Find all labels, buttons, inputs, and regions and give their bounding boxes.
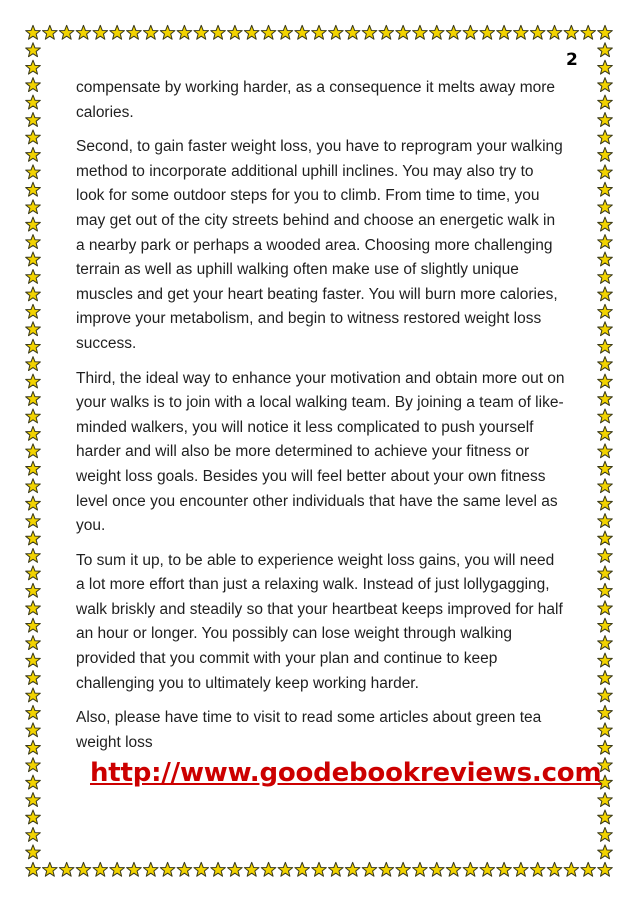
star-icon [345,25,360,39]
star-icon [160,25,175,39]
star-icon [598,269,613,283]
star-icon [160,862,175,876]
star-icon [329,25,344,39]
star-icon [598,496,613,510]
star-icon [429,25,444,39]
star-icon [598,322,613,336]
star-icon [598,252,613,266]
star-icon [26,322,41,336]
star-icon [329,862,344,876]
star-icon [598,601,613,615]
star-icon [598,339,613,353]
star-icon [598,793,613,807]
star-icon [530,862,545,876]
star-icon [26,235,41,249]
star-icon [228,862,243,876]
star-icon [598,740,613,754]
star-icon [598,827,613,841]
star-icon [598,235,613,249]
star-icon [26,392,41,406]
star-icon [76,25,91,39]
star-icon [598,165,613,179]
star-icon [26,688,41,702]
star-icon [244,25,259,39]
star-icon [598,374,613,388]
star-icon [26,618,41,632]
star-icon [26,252,41,266]
star-icon [598,182,613,196]
star-icon [598,723,613,737]
star-icon [598,357,613,371]
star-icon [598,60,613,74]
star-icon [26,43,41,57]
star-icon [93,25,108,39]
star-icon [26,304,41,318]
star-icon [261,25,276,39]
star-icon [26,200,41,214]
star-icon [26,426,41,440]
star-icon [598,287,613,301]
star-icon [26,479,41,493]
star-icon [598,43,613,57]
star-icon [446,862,461,876]
star-icon [26,653,41,667]
star-icon [598,688,613,702]
star-icon [26,130,41,144]
star-icon [127,25,142,39]
star-icon [312,862,327,876]
star-icon [194,25,209,39]
star-icon [59,862,74,876]
star-icon [463,25,478,39]
star-icon [26,269,41,283]
star-icon [26,740,41,754]
star-icon [26,705,41,719]
page-number: 2 [566,50,578,70]
star-icon [598,113,613,127]
star-icon [26,862,41,876]
star-icon [598,392,613,406]
star-icon [598,810,613,824]
star-icon [26,147,41,161]
star-icon [598,479,613,493]
star-icon [127,862,142,876]
star-icon [429,862,444,876]
star-icon [413,862,428,876]
star-icon [26,409,41,423]
star-icon [379,862,394,876]
star-icon [598,304,613,318]
star-icon [345,862,360,876]
star-icon [177,25,192,39]
star-icon [26,287,41,301]
star-icon [43,25,58,39]
star-icon [581,25,596,39]
star-icon [26,113,41,127]
star-icon [26,758,41,772]
star-icon [26,339,41,353]
star-icon [26,357,41,371]
star-icon [76,862,91,876]
star-icon [598,78,613,92]
star-icon [26,566,41,580]
paragraph-2: Second, to gain faster weight loss, you have to reprogram your walking method to incorporate additional uphill inclines. You may also try to look for some outdoor steps for you to climb. From time to time, you may get out of the city streets behind and choose an energetic walk in a nearby park or perhaps a wooded area. Choosing more challenging terrain as well as uphill walking often make use of slightly unique muscles and get your heart beating faster. You will burn more calories, improve your metabolism, and begin to witness restored weight loss success. [76,138,563,352]
star-icon [598,514,613,528]
star-icon [362,25,377,39]
star-icon [211,862,226,876]
star-icon [598,862,613,876]
star-icon [598,426,613,440]
star-icon [26,827,41,841]
star-icon [598,705,613,719]
star-icon [480,25,495,39]
star-icon [598,130,613,144]
star-icon [598,444,613,458]
star-icon [598,636,613,650]
article-body [76,76,566,765]
star-icon [480,862,495,876]
star-icon [211,25,226,39]
star-icon [26,444,41,458]
star-icon [26,60,41,74]
star-icon [26,671,41,685]
star-icon [598,845,613,859]
website-link[interactable]: http://www.goodebookreviews.com [90,758,602,788]
star-icon [194,862,209,876]
star-icon [598,409,613,423]
star-icon [177,862,192,876]
star-icon [598,531,613,545]
star-icon [514,862,529,876]
star-icon [26,496,41,510]
star-icon [143,862,158,876]
star-icon [143,25,158,39]
star-icon [26,461,41,475]
star-icon [261,862,276,876]
star-icon [26,810,41,824]
star-icon [26,793,41,807]
star-icon [598,95,613,109]
star-icon [278,25,293,39]
star-icon [295,862,310,876]
star-icon [497,862,512,876]
star-icon [598,25,613,39]
star-icon [26,723,41,737]
star-icon [26,548,41,562]
star-icon [598,217,613,231]
star-icon [598,147,613,161]
star-icon [547,862,562,876]
paragraph-1: compensate by working harder, as a consequence it melts away more calories. [76,79,556,121]
star-icon [93,862,108,876]
star-icon [598,548,613,562]
star-icon [581,862,596,876]
star-icon [295,25,310,39]
star-icon [26,583,41,597]
star-icon [598,200,613,214]
paragraph-4: To sum it up, to be able to experience weight loss gains, you will need a lot more effort than just a relaxing walk. Instead of just lollygagging, walk briskly and steadily so that your heartbeat keeps improved for half an hour or longer. You possibly can lose weight through walking provided that you commit with your plan and continue to keep challenging you to ultimately keep working harder. [76,551,563,692]
star-icon [312,25,327,39]
star-icon [26,636,41,650]
star-icon [26,25,41,39]
star-icon [598,653,613,667]
star-icon [278,862,293,876]
star-icon [26,165,41,179]
star-icon [598,583,613,597]
paragraph-5: Also, please have time to visit to read some articles about green tea weight loss [76,709,542,751]
star-icon [26,95,41,109]
star-icon [497,25,512,39]
star-icon [396,25,411,39]
star-icon [26,531,41,545]
star-icon [59,25,74,39]
star-icon [598,671,613,685]
star-icon [26,78,41,92]
star-icon [26,514,41,528]
star-icon [547,25,562,39]
star-icon [598,618,613,632]
star-icon [598,461,613,475]
star-icon [26,182,41,196]
star-icon [26,374,41,388]
star-icon [379,25,394,39]
star-icon [413,25,428,39]
star-icon [446,25,461,39]
star-icon [514,25,529,39]
star-icon [564,862,579,876]
star-icon [396,862,411,876]
star-icon [463,862,478,876]
star-icon [362,862,377,876]
star-icon [26,601,41,615]
star-icon [43,862,58,876]
star-icon [244,862,259,876]
star-icon [26,217,41,231]
star-icon [26,775,41,789]
star-icon [564,25,579,39]
star-icon [26,845,41,859]
star-icon [530,25,545,39]
paragraph-3: Third, the ideal way to enhance your motivation and obtain more out on your walks is to join with a local walking team. By joining a team of like-minded walkers, you will notice it less complicated to push yourself harder and will also be more determined to achieve your fitness or weight loss goals. Besides you will feel better about your own fitness level once you encounter other individuals that have the same level as you. [76,369,565,535]
star-icon [598,566,613,580]
star-icon [110,862,125,876]
star-icon [110,25,125,39]
star-icon [228,25,243,39]
